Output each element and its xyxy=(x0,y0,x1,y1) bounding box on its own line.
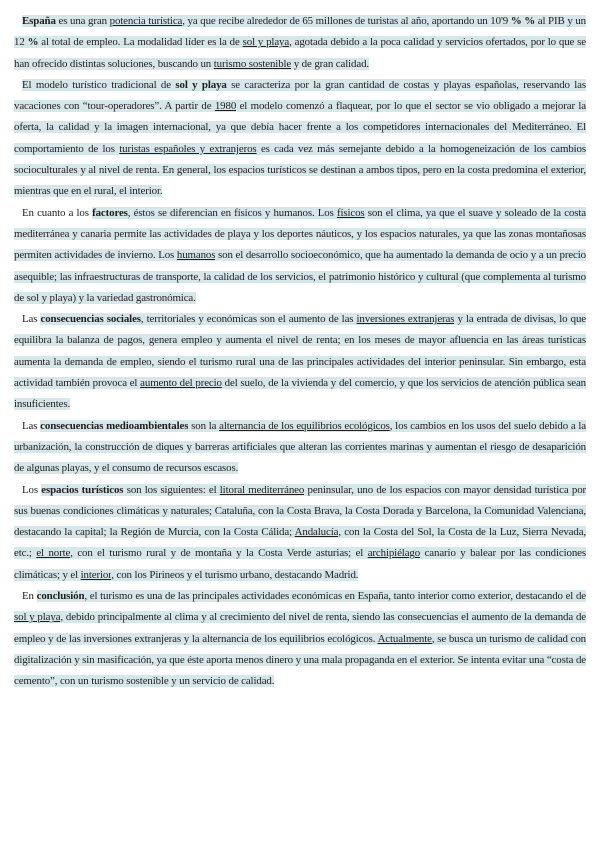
text-run: Las xyxy=(22,419,41,432)
underlined-term: el norte xyxy=(36,547,71,560)
paragraph xyxy=(14,416,586,480)
text-run: En cuanto a los xyxy=(22,206,93,219)
underlined-term: Andalucía xyxy=(294,526,339,539)
underlined-term: aumento del precio xyxy=(140,377,222,390)
text-run: son el desarrollo socioeconómico, que ha aumentado la demanda de ocio y a un precio asequible; las infraestructuras de transporte, la calidad de los servicios, el patrimonio histórico y cultural (que complementa al turismo de sol y playa) y la variedad gastronómica. xyxy=(14,249,586,304)
document-body xyxy=(14,11,586,693)
bold-term: % % xyxy=(510,15,536,27)
text-run: , con los Pirineos y el turismo urbano, destacando Madrid. xyxy=(111,568,359,581)
underlined-term: Actualmente xyxy=(377,632,432,645)
underlined-term: litoral mediterráneo xyxy=(219,483,305,496)
text-run: , agotada debido a la poca calidad y servicios ofertados, por lo que se han ofrecido distintas soluciones, buscando un xyxy=(14,36,586,70)
paragraph xyxy=(14,75,586,203)
text-run: , se busca un turismo de calidad con digitalización y sin masificación, ya que éste aporta menos dinero y una mala propaganda en el exterior. Se intenta evitar una “costa de cemento”, con un turismo sostenible y un servicio de calidad. xyxy=(14,632,586,688)
underlined-term: sol y playa xyxy=(242,36,290,49)
bold-term: España xyxy=(22,15,56,27)
text-run: , territoriales y económicas son el aumento de las xyxy=(140,313,357,326)
text-run: Los xyxy=(22,483,42,496)
paragraph xyxy=(14,203,586,309)
text-run: el modelo comenzó a flaquear, por lo que el sector se vio obligado a mejorar la oferta, la calidad y la imagen internacional, ya que debía hacer frente a los competidores internacionales del Mediterráneo. El comportamiento de los xyxy=(14,100,587,155)
text-run: son los siguientes: el xyxy=(123,483,220,496)
text-run: son el clima, ya que el suave y soleado de la costa mediterránea y canaria permite las actividades de playa y los deportes náuticos, y los espacios naturales, ya que las zonas montañosas permiten actividades de invierno. Los xyxy=(14,206,586,262)
text-run: Las xyxy=(22,313,41,326)
underlined-term: 1980 xyxy=(214,100,237,113)
text-run: es cada vez más semejante debido a la homogeneización de los cambios socioculturales y al nivel de renta. En general, los espacios turísticos se destinan a ambos tipos, pero en la costa predomina el exterior, mientras que en el rural, el interior. xyxy=(14,142,587,198)
text-run: , el turismo es una de las principales actividades económicas en España, tanto interior como exterior, destacando el de xyxy=(84,590,586,603)
bold-term: conclusión xyxy=(36,590,85,603)
text-run: del suelo, de la vivienda y del comercio, y que los servicios de atención pública sean insuficientes. xyxy=(14,377,586,411)
text-run: El modelo turístico tradicional de xyxy=(22,78,176,91)
bold-term: consecuencias medioambientales xyxy=(40,419,189,432)
text-run: , éstos se diferencian en físicos y humanos. Los xyxy=(127,206,337,219)
underlined-term: archipiélago xyxy=(367,547,421,560)
underlined-term: sol y playa xyxy=(14,611,61,624)
text-run: canario y balear por las condiciones climáticas; y el xyxy=(14,547,587,581)
text-run: se caracteriza por la gran cantidad de costas y playas españolas, reservando las vacaciones con “tour-operadores”. A partir de xyxy=(14,78,587,113)
text-run: es una gran xyxy=(55,15,110,27)
text-run: , ya que recibe alrededor de 65 millones de turistas al año, aportando un 10'9 xyxy=(182,15,511,27)
underlined-term: interior xyxy=(80,568,112,581)
text-run: , con la Costa del Sol, la Costa de la Luz, Sierra Nevada, etc.; xyxy=(14,526,587,560)
underlined-term: humanos xyxy=(176,249,216,262)
underlined-term: físicos xyxy=(336,206,365,219)
bold-term: sol y playa xyxy=(175,78,227,91)
underlined-term: potencia turística xyxy=(109,15,183,27)
text-run: , debido principalmente al clima y al crecimiento del nivel de renta, siendo las consecuencias el aumento de la demanda de empleo y de las inversiones extranjeras y la alternancia de los equilibrios ecológicos. xyxy=(14,611,586,645)
text-run: al total de empleo. La modalidad líder es la de xyxy=(38,36,243,49)
paragraph xyxy=(14,309,586,415)
text-run: peninsular, uno de los espacios con mayor densidad turística por sus buenas condiciones climáticas y naturales; Cataluña, con la Costa Brava, la Costa Dorada y Barcelona, la Comunidad Valenciana, destacando la capital; la Región de Murcia, con la Costa Cálida; xyxy=(14,483,587,539)
paragraph xyxy=(14,480,586,586)
bold-term: espacios turísticos xyxy=(41,483,124,496)
bold-term: % xyxy=(27,36,39,49)
paragraph xyxy=(14,586,586,692)
text-run: y de gran calidad. xyxy=(291,57,369,70)
underlined-term: turistas españoles y extranjeros xyxy=(119,142,257,155)
bold-term: consecuencias sociales xyxy=(40,313,141,326)
bold-term: factores xyxy=(92,206,128,219)
text-run: y la entrada de divisas, lo que equilibra la balanza de pagos, genera empleo y aumenta el nivel de renta; en los meses de mayor afluencia en las áreas turísticas aumenta la demanda de empleo, siendo el turismo rural una de las principales actividades del interior peninsular. Sin embargo, esta actividad también provoca el xyxy=(14,313,586,390)
underlined-term: alternancia de los equilibrios ecológicos xyxy=(219,419,390,432)
underlined-term: turismo sostenible xyxy=(213,57,292,70)
text-run: son la xyxy=(188,419,220,432)
text-run: , con el turismo rural y de montaña y la Costa Verde asturias; el xyxy=(70,547,368,560)
text-run: al PIB y un 12 xyxy=(14,15,586,49)
underlined-term: inversiones extranjeras xyxy=(356,313,455,326)
text-run: En xyxy=(22,590,37,603)
paragraph xyxy=(14,11,586,75)
text-run: , los cambios en los usos del suelo debido a la urbanización, la construcción de diques y barreras artificiales que alteran las corrientes marinas y aumentan el riesgo de desaparición de algunas playas, y el consumo de recursos escasos. xyxy=(14,419,587,475)
